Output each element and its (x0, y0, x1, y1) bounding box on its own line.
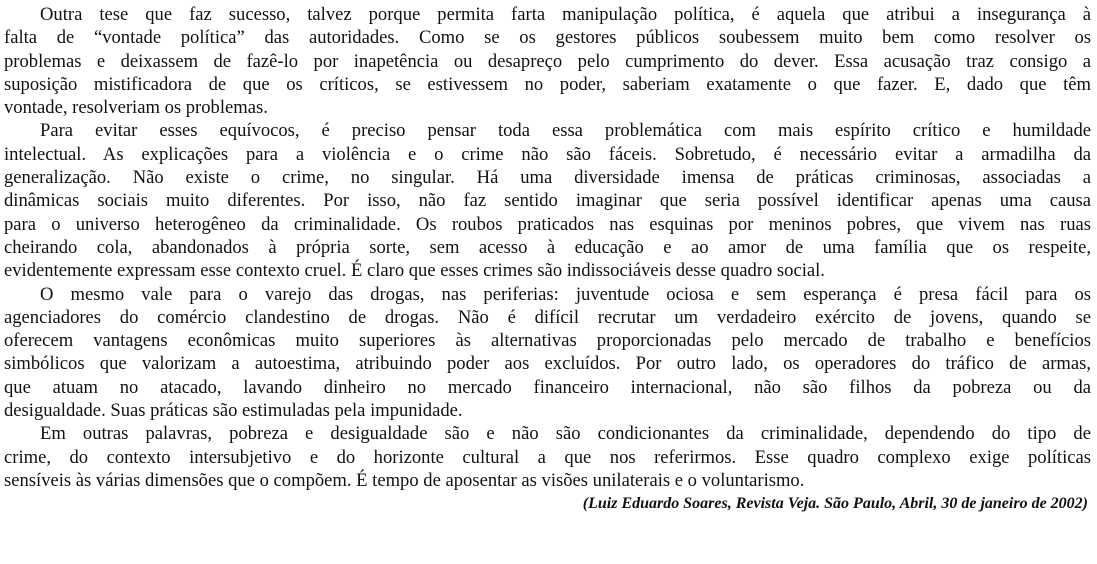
text-line: agenciadores do comércio clandestino de drogas. Não é difícil recrutar um verdadeiro exército de jovens, quando se (4, 306, 1091, 328)
paragraph-4 (4, 422, 1091, 492)
text-line: vontade, resolveriam os problemas. (4, 97, 268, 119)
text-line: falta de “vontade política” das autoridades. Como se os gestores públicos soubessem muito bem como resolver os (4, 27, 1091, 49)
text-line: Outra tese que faz sucesso, talvez porque permita farta manipulação política, é aquela que atribui a insegurança à (40, 4, 1091, 25)
article-body (4, 3, 1091, 492)
text-line: oferecem vantagens econômicas muito superiores às alternativas proporcionadas pelo mercado de trabalho e benefícios (4, 330, 1091, 352)
text-line: simbólicos que valorizam a autoestima, atribuindo poder aos excluídos. Por outro lado, os operadores do tráfico de armas, (4, 353, 1091, 375)
text-line: suposição mistificadora de que os críticos, se estivessem no poder, saberiam exatamente o que fazer. E, dado que têm (4, 73, 1091, 95)
paragraph-3 (4, 283, 1091, 423)
text-line: Para evitar esses equívocos, é preciso pensar toda essa problemática com mais espírito crítico e humildade (40, 120, 1091, 142)
paragraph-1 (4, 3, 1091, 119)
text-line: para o universo heterogêneo da criminalidade. Os roubos praticados nas esquinas por meninos pobres, que vivem nas ruas (4, 213, 1091, 235)
text-line: que atuam no atacado, lavando dinheiro no mercado financeiro internacional, não são filhos da pobreza ou da (4, 376, 1091, 398)
text-line: intelectual. As explicações para a violência e o crime não são fáceis. Sobretudo, é necessário evitar a armadilha da (4, 143, 1091, 165)
text-line: generalização. Não existe o crime, no singular. Há uma diversidade imensa de práticas criminosas, associadas a (4, 167, 1091, 189)
text-line: cheirando cola, abandonados à própria sorte, sem acesso à educação e ao amor de uma família que os respeite, (4, 236, 1091, 258)
text-line: evidentemente expressam esse contexto cruel. É claro que esses crimes são indissociáveis desse quadro social. (4, 260, 825, 282)
text-line: O mesmo vale para o varejo das drogas, nas periferias: juventude ociosa e sem esperança é presa fácil para os (40, 283, 1091, 305)
paragraph-2 (4, 119, 1091, 282)
text-line: dinâmicas sociais muito diferentes. Por isso, não faz sentido imaginar que seria possível identificar apenas uma causa (4, 190, 1091, 212)
text-line: desigualdade. Suas práticas são estimuladas pela impunidade. (4, 400, 463, 422)
citation: (Luiz Eduardo Soares, Revista Veja. São Paulo, Abril, 30 de janeiro de 2002) (582, 495, 1088, 513)
text-line: Em outras palavras, pobreza e desigualdade são e não são condicionantes da criminalidade, dependendo do tipo de (40, 423, 1091, 445)
text-line: problemas e deixassem de fazê-lo por inapetência ou desapreço pelo cumprimento do dever. Essa acusação traz consigo a (4, 50, 1091, 72)
text-line: sensíveis às várias dimensões que o compõem. É tempo de aposentar as visões unilaterais e o voluntarismo. (4, 469, 805, 491)
text-line: crime, do contexto intersubjetivo e do horizonte cultural a que nos referirmos. Esse quadro complexo exige políticas (4, 446, 1091, 468)
